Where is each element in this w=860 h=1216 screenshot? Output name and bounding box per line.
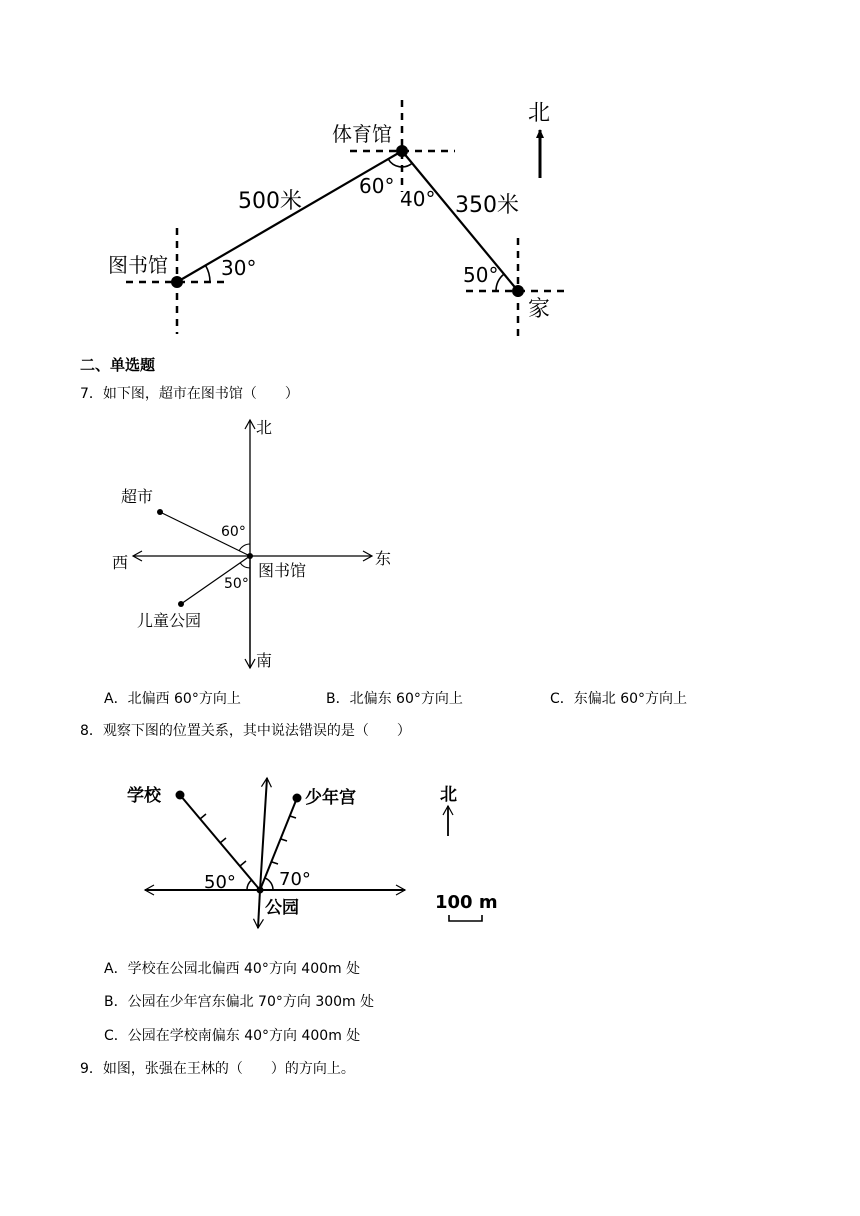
q7-supermarket-point xyxy=(157,509,163,515)
q7-option-c[interactable]: C．东偏北 60°方向上 xyxy=(550,691,688,707)
q8-south-axis xyxy=(258,890,260,928)
q7-option-b[interactable]: B．北偏东 60°方向上 xyxy=(326,691,463,707)
q7-option-a[interactable]: A．北偏西 60°方向上 xyxy=(104,691,241,707)
angle-library-label: 30° xyxy=(221,256,257,280)
q8-scale-label: 100 m xyxy=(435,892,498,913)
q7-library-point xyxy=(247,553,253,559)
angle-arc-library xyxy=(206,265,211,282)
q8-school-label: 学校 xyxy=(127,786,161,806)
angle-home-label: 50° xyxy=(463,263,499,287)
q8-option-c[interactable]: C．公园在学校南偏东 40°方向 400m 处 xyxy=(104,1028,361,1044)
q8-palace-point xyxy=(293,794,302,803)
figure-route-map xyxy=(108,100,570,342)
q8-angle-school-label: 50° xyxy=(204,872,236,893)
library-label: 图书馆 xyxy=(108,253,168,277)
q8-park-label: 公园 xyxy=(265,898,299,918)
q7-library-label: 图书馆 xyxy=(258,561,307,580)
q7-south-label: 南 xyxy=(256,651,273,670)
gym-label: 体育馆 xyxy=(332,122,392,146)
q8-palace-ticks xyxy=(272,816,296,864)
q8-palace-label: 少年宫 xyxy=(305,788,356,808)
q7-arc-park xyxy=(240,563,250,568)
q7-west-label: 西 xyxy=(112,553,129,572)
q8-angle-palace-label: 70° xyxy=(279,869,311,890)
q8-school-ticks xyxy=(200,814,246,866)
question-7-stem: 7．如下图，超市在图书馆（ ） xyxy=(80,386,299,402)
route-library-gym xyxy=(177,151,402,282)
route-gym-home xyxy=(402,151,518,291)
question-8-stem: 8．观察下图的位置关系，其中说法错误的是（ ） xyxy=(80,723,411,739)
figure-q7-compass xyxy=(112,418,391,670)
distance-library-gym: 500米 xyxy=(238,189,302,214)
q8-park-point xyxy=(257,887,264,894)
q7-angle-supermarket-label: 60° xyxy=(221,524,246,540)
q8-school-point xyxy=(176,791,185,800)
q8-option-b[interactable]: B．公园在少年宫东偏北 70°方向 300m 处 xyxy=(104,994,375,1010)
angle-gym-right-label: 40° xyxy=(400,187,436,211)
q7-north-label: 北 xyxy=(256,418,273,437)
angle-gym-left-label: 60° xyxy=(359,174,395,198)
q7-arc-supermarket xyxy=(239,544,250,551)
library-point xyxy=(171,276,183,288)
distance-gym-home: 350米 xyxy=(455,193,519,218)
q7-angle-park-label: 50° xyxy=(224,576,249,592)
section-title: 二、单选题 xyxy=(80,356,156,374)
figure-q8-map xyxy=(127,778,498,928)
q7-park-label: 儿童公园 xyxy=(137,611,202,630)
q7-park-point xyxy=(178,601,184,607)
q8-scale-bar xyxy=(449,915,482,921)
home-point xyxy=(512,285,524,297)
q7-east-label: 东 xyxy=(375,549,392,568)
q8-option-a[interactable]: A．学校在公园北偏西 40°方向 400m 处 xyxy=(104,961,361,977)
home-label: 家 xyxy=(528,297,551,322)
question-9-stem: 9．如图，张强在王林的（ ）的方向上。 xyxy=(80,1061,355,1077)
q8-arc-school xyxy=(247,880,252,890)
q8-north-label: 北 xyxy=(440,785,457,805)
north-label-1: 北 xyxy=(528,101,551,126)
q8-arc-palace xyxy=(265,878,273,890)
gym-point xyxy=(396,145,408,157)
q7-supermarket-label: 超市 xyxy=(121,487,154,506)
